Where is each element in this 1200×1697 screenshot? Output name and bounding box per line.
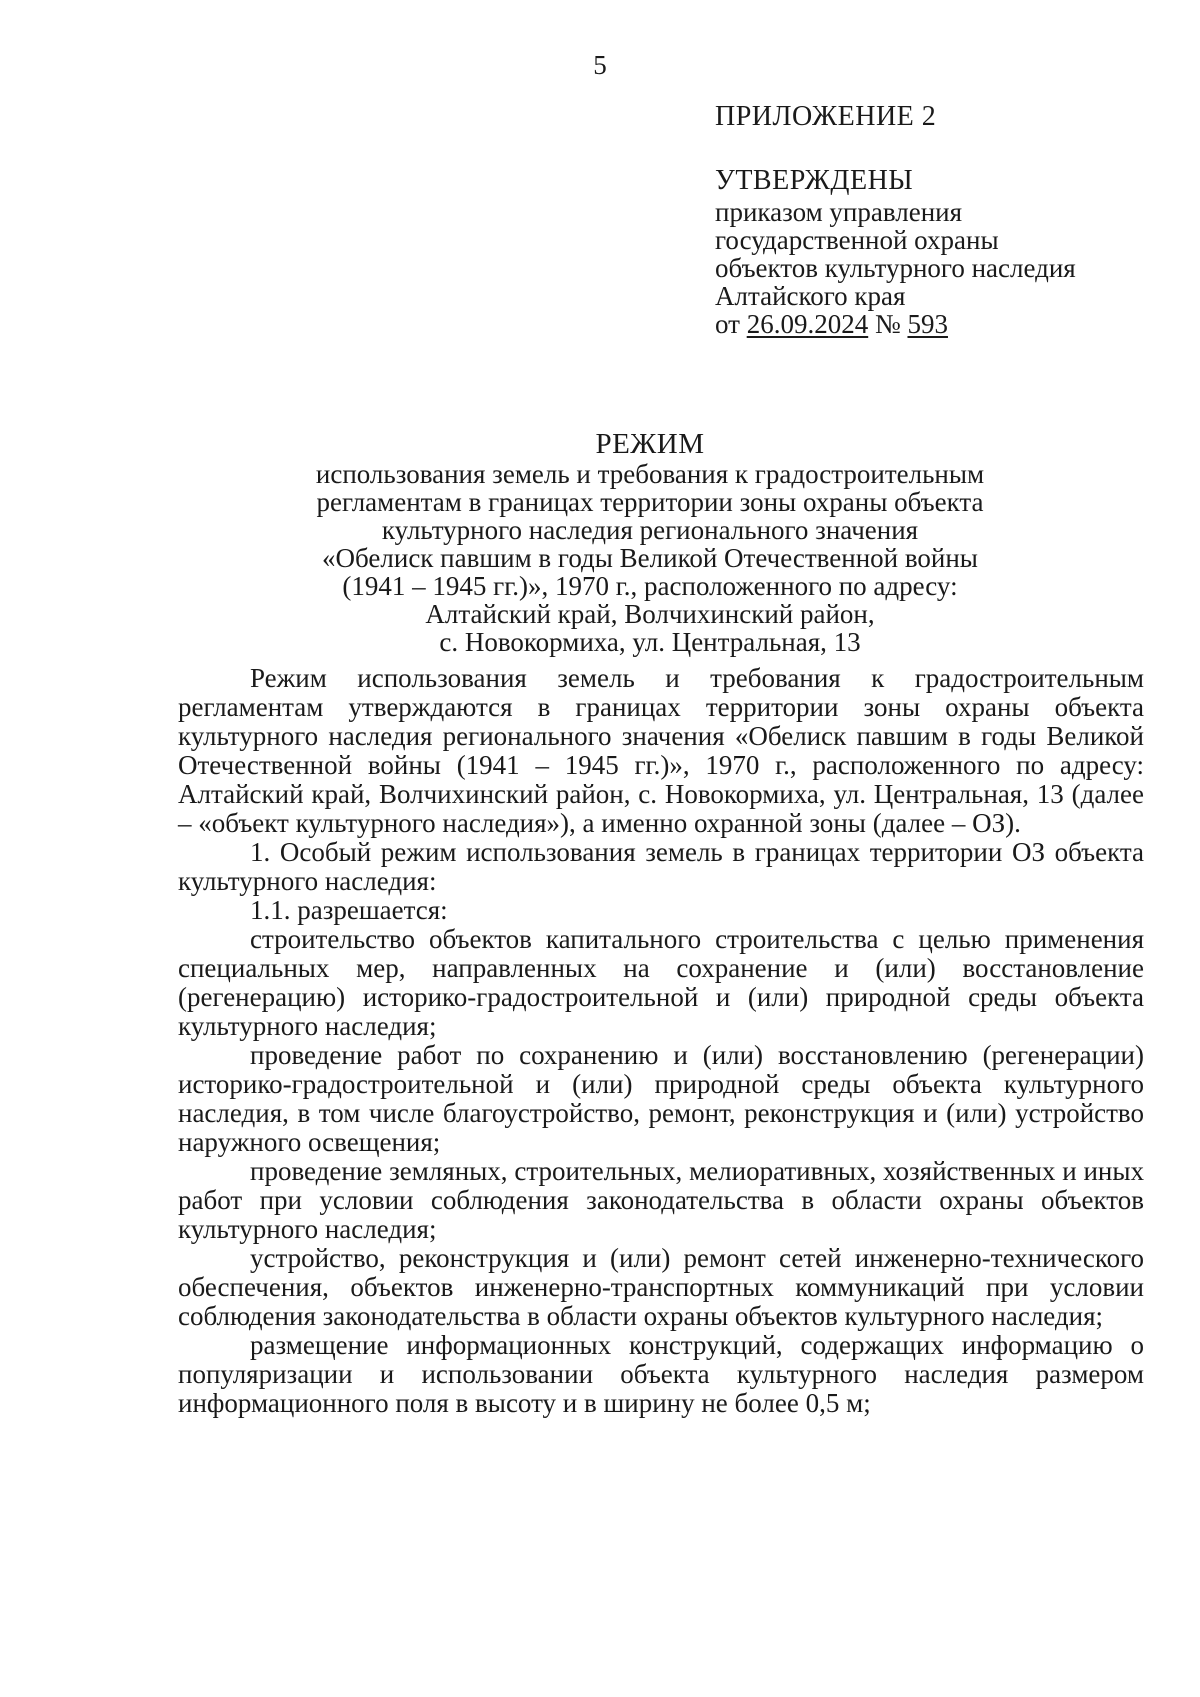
approved-label: УТВЕРЖДЕНЫ — [715, 165, 914, 196]
order-number: 593 — [907, 309, 948, 339]
number-prefix: № — [868, 309, 908, 339]
appendix-label: ПРИЛОЖЕНИЕ 2 — [715, 101, 937, 132]
list-item: размещение информационных конструкций, содержащих информацию о популяризации и использовании объекта культурного наследия размером информационного поля в высоту и в ширину не более 0,5 м; — [178, 1330, 1144, 1418]
approval-line: объектов культурного наследия — [715, 253, 1076, 283]
title-line: (1941 – 1945 гг.)», 1970 г., расположенного по адресу: — [342, 571, 958, 601]
approval-block — [715, 103, 1076, 338]
list-item: устройство, реконструкция и (или) ремонт сетей инженерно-технического обеспечения, объектов инженерно-транспортных коммуникаций при условии соблюдения законодательства в области охраны объектов культурного наследия; — [178, 1243, 1144, 1331]
intro-paragraph: Режим использования земель и требования к градостроительным регламентам утверждаются в границах территории зоны охраны объекта культурного наследия регионального значения «Обелиск павшим в годы Великой Отечественной войны (1941 – 1945 гг.)», 1970 г., расположенного по адресу: Алтайский край, Волчихинский район, с. Новокормиха, ул. Центральная, 13 (далее – «объект культурного наследия»), а именно охранной зоны (далее – ОЗ). — [178, 663, 1144, 838]
title-line: культурного наследия регионального значения — [381, 515, 919, 545]
date-prefix: от — [715, 309, 747, 339]
document-body — [178, 664, 1144, 1418]
approval-line: Алтайского края — [715, 281, 906, 311]
approval-line: государственной охраны — [715, 225, 999, 255]
order-date: 26.09.2024 — [746, 309, 869, 339]
list-item: проведение земляных, строительных, мелиоративных, хозяйственных и иных работ при условии соблюдения законодательства в области охраны объектов культурного наследия; — [178, 1156, 1144, 1244]
title-main: РЕЖИМ — [595, 428, 705, 460]
section-heading: 1. Особый режим использования земель в границах территории ОЗ объекта культурного наследия: — [178, 837, 1144, 896]
title-line: «Обелиск павшим в годы Великой Отечественной войны — [322, 543, 978, 573]
list-item: строительство объектов капитального строительства с целью применения специальных мер, направленных на сохранение и (или) восстановление (регенерацию) историко-градостроительной и (или) природной среды объекта культурного наследия; — [178, 924, 1144, 1041]
title-line: регламентам в границах территории зоны охраны объекта — [316, 487, 984, 517]
order-date-number — [715, 310, 1076, 338]
title-line: использования земель и требования к градостроительным — [315, 459, 985, 489]
title-line: Алтайский край, Волчихинский район, — [425, 599, 875, 629]
list-item: проведение работ по сохранению и (или) восстановлению (регенерации) историко-градостроительной и (или) природной среды объекта культурного наследия, в том числе благоустройство, ремонт, реконструкция и (или) устройство наружного освещения; — [178, 1040, 1144, 1157]
document-title — [200, 430, 1100, 656]
page-number: 5 — [593, 50, 607, 80]
title-line: с. Новокормиха, ул. Центральная, 13 — [439, 627, 861, 657]
approval-line: приказом управления — [715, 197, 963, 227]
subsection-heading: 1.1. разрешается: — [250, 895, 448, 925]
